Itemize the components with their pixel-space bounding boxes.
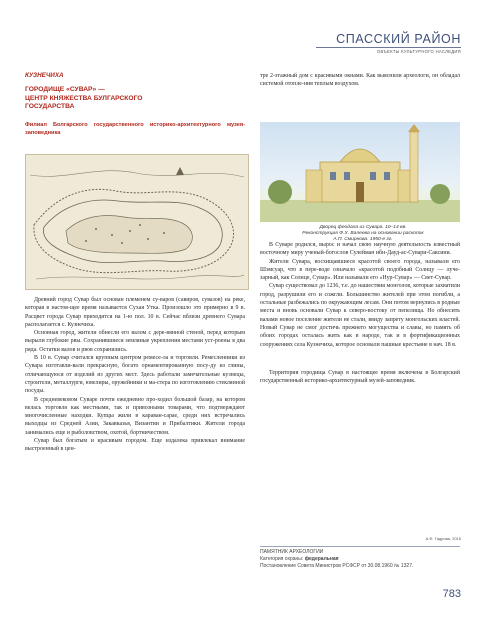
heading-line: ЦЕНТР КНЯЖЕСТВА БУЛГАРСКОГО <box>25 94 143 102</box>
right-column-intro <box>260 72 460 89</box>
caption-line: А.П. Смирнова. 1950-е гг. <box>333 237 393 242</box>
page-header <box>0 0 487 60</box>
caption-line: Дворец феодала из Сувара. 10–14 вв. <box>319 225 407 230</box>
region-subtitle: ОБЪЕКТЫ КУЛЬТУРНОГО НАСЛЕДИЯ <box>376 49 461 54</box>
monument-type: ПАМЯТНИК АРХЕОЛОГИИ <box>260 549 324 555</box>
paragraph: В Суваре родился, вырос и начал свою научную деятельность известный восточному миру ученый-богослов Сулейман ибн-Дауд-ас-Сувари-Саксини. <box>260 242 460 257</box>
left-column-body <box>25 296 245 454</box>
article-heading <box>25 86 245 112</box>
site-plan-illustration <box>26 155 248 289</box>
paragraph: Жители Сувара, восхищавшиеся красотой своего города, называли его Шэмсуар, что в пере-воде означало «красотой подобный Солнцу — луче-зарный, как Солнце, Сувар». Или называли его «Нур-Сувар» — Свет-Сувар. <box>260 258 460 282</box>
paragraph: В средневековом Суваре почти ежедневно про-ходил большой базар, на котором велась торговля как местными, так и привозными товарами, что подтверждают многочисленные находки. Купцы жили в караван-сарае, среди них встречались выходцы из Средней Азии, Закавказья, Византии и Прибалтики. Жители города занимались еще и рыболовством, охотой, бортничеством. <box>25 396 245 436</box>
palace-illustration <box>260 122 460 222</box>
paragraph: Сувар существовал до 1236, т.е. до нашествия монголов, которые захватили город, разрушили его и сожгли. Большинство жителей при этом погибли, а остальные разбежались по окружающим лесам. Они потом вернулись в родные места и вновь основали Сувар к северо-востоку от пепелища. Но обнесить валами новое поселение жители не стали, ввиду запрету монгольских властей. Новый Сувар не смог достичь прежнего могущества и славы, но память об обоих городах осталась жить как в народе, так и в фортификационных сооружениях села Кузнечиха, которое основали пашные крестьяне в нач. 18 в. <box>260 283 460 348</box>
author-signature: А.Ф. Гадрова, 2015 <box>425 536 461 541</box>
paragraph: Территория городища Сувар в настоящее время включена в Болгарский государственный историко-архитектурный музей-заповедник. <box>260 369 460 385</box>
article-subheading: Филиал Болгарского государственного историко-архитектурного музея-заповедника <box>25 122 245 136</box>
decree-reference: Постановление Совета Министров РСФСР от 30.08.1960 № 1327. <box>260 563 414 569</box>
left-column <box>25 72 245 143</box>
paragraph: Основная город, жители обнесли его валом с дере-вянной стеной, перед которым вырыли глубокие рвы. Сохранившиеся земляные укрепления местами уст-роены в два ряда. Остатки валов и рвов сохранились. <box>25 330 245 353</box>
paragraph: Древний город Сувар был основан племенем су-варов (савиров, сувазов) на реке, которая в настоя-щее время называется Сухая Утка. Произошло это примерно в 9 в. Расцвет города Сувар приходится на 1-ю пол. 10 в. Сейчас вблизи древнего Сувара располагается с. Кузнечиха. <box>25 297 245 328</box>
header-rule <box>316 47 461 48</box>
paragraph: В 10 в. Сувар считался крупным центром ремесе-ла и торговли. Ремесленники из Сувара изготавли-вали прекрасную, богато орнаментированную посу-ду из глины, отличающуюся от изделий из других мест. Здесь работали замечательные кузнецы, строители, металлурги, ювелиры, оружейники и ма-стера по изготовлению стеклянной посуды. <box>25 355 245 395</box>
region-title: СПАССКИЙ РАЙОН <box>336 32 461 46</box>
heading-line: ГОСУДАРСТВА <box>25 103 75 111</box>
paragraph: Сувар был богатым и красивым городом. Еще издалека привлекал внимание выстроенный в цен- <box>25 438 245 453</box>
page-number: 783 <box>442 588 461 600</box>
protection-label: Категория охраны: <box>260 556 304 562</box>
section-label: КУЗНЕЧИХА <box>25 72 64 79</box>
monument-info <box>260 546 460 570</box>
paragraph: тре 2-этажный дом с красивыми окнами. Как выяснили археологи, он обладал системой отопле-ния теплым воздухом. <box>260 73 460 88</box>
protection-value: федеральная <box>304 556 339 562</box>
palace-reconstruction-image <box>260 122 460 222</box>
caption-line: Реконструкция Ф.Х. Валеева на основании раскопок <box>302 231 424 236</box>
protection-category <box>260 556 460 563</box>
site-plan-map <box>25 154 249 290</box>
heading-line: ГОРОДИЩЕ «СУВАР» — <box>25 86 105 94</box>
right-column-body <box>260 241 460 385</box>
